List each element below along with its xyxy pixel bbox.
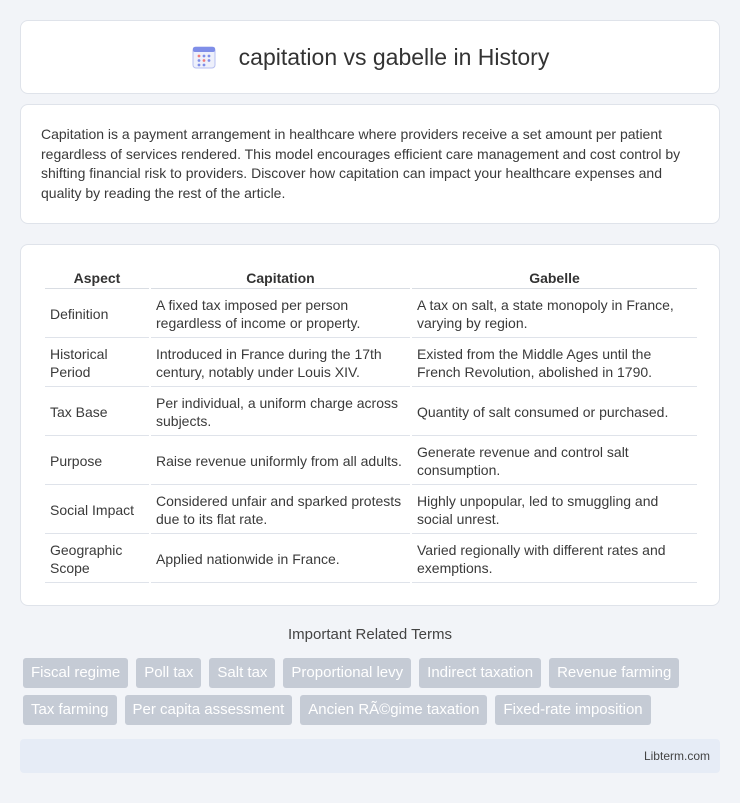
related-term-tag[interactable]: Fixed-rate imposition [495,695,650,725]
row-aspect: Purpose [45,438,149,485]
row-gabelle: Generate revenue and control salt consumption. [412,438,697,485]
related-terms-list [20,658,720,725]
table-row [45,340,697,387]
comparison-card [20,244,720,606]
row-gabelle: Varied regionally with different rates and exemptions. [412,536,697,583]
related-term-tag[interactable]: Tax farming [23,695,117,725]
row-capitation: Raise revenue uniformly from all adults. [151,438,410,485]
table-row [45,536,697,583]
row-aspect: Definition [45,291,149,338]
intro-text: Capitation is a payment arrangement in healthcare where providers receive a set amount per patient regardless of services rendered. This model encourages efficient care management and cost control by shifting financial risk to providers. Discover how capitation can impact your healthcare expenses and quality by reading the rest of the article. [41,126,681,201]
table-row [45,291,697,338]
related-term-tag[interactable]: Revenue farming [549,658,679,688]
header-gabelle: Gabelle [412,267,697,289]
header-capitation: Capitation [151,267,410,289]
row-aspect: Social Impact [45,487,149,534]
comparison-table [43,265,699,585]
related-term-tag[interactable]: Poll tax [136,658,201,688]
page-title: capitation vs gabelle in History [238,43,550,70]
row-capitation: Introduced in France during the 17th century, notably under Louis XIV. [151,340,410,387]
related-term-tag[interactable]: Proportional levy [283,658,411,688]
row-aspect: Geographic Scope [45,536,149,583]
header-card [20,20,720,94]
row-gabelle: Quantity of salt consumed or purchased. [412,389,697,436]
related-term-tag[interactable]: Fiscal regime [23,658,128,688]
row-aspect: Historical Period [45,340,149,387]
calendar-grid-icon [191,44,217,70]
intro-card [20,104,720,224]
row-gabelle: Highly unpopular, led to smuggling and social unrest. [412,487,697,534]
footer-site-link[interactable]: Libterm.com [643,749,710,763]
footer [20,739,720,773]
row-capitation: Per individual, a uniform charge across subjects. [151,389,410,436]
related-term-tag[interactable]: Ancien RÃ©gime taxation [300,695,487,725]
table-row [45,487,697,534]
row-gabelle: Existed from the Middle Ages until the French Revolution, abolished in 1790. [412,340,697,387]
related-term-tag[interactable]: Indirect taxation [419,658,541,688]
related-term-tag[interactable]: Salt tax [209,658,275,688]
row-capitation: Considered unfair and sparked protests due to its flat rate. [151,487,410,534]
header-aspect: Aspect [45,267,149,289]
row-capitation: Applied nationwide in France. [151,536,410,583]
related-terms-title: Important Related Terms [288,626,452,643]
row-aspect: Tax Base [45,389,149,436]
table-row [45,438,697,485]
row-capitation: A fixed tax imposed per person regardless of income or property. [151,291,410,338]
table-row [45,389,697,436]
row-gabelle: A tax on salt, a state monopoly in France, varying by region. [412,291,697,338]
table-header-row [45,267,697,289]
related-term-tag[interactable]: Per capita assessment [125,695,293,725]
